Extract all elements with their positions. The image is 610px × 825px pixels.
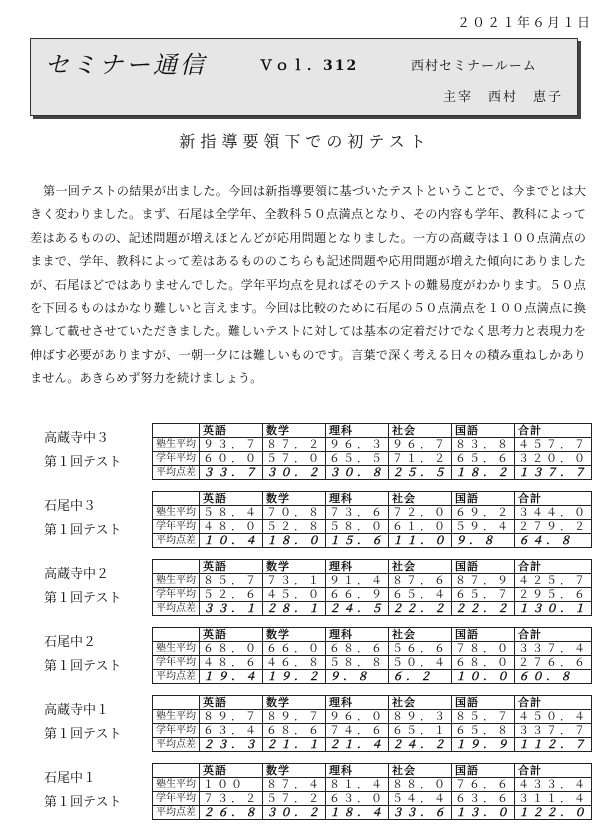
table-row (153, 778, 592, 792)
score-cell: ３３．６ (389, 806, 452, 820)
column-header: 数学 (263, 424, 326, 438)
row-label: 塾生平均 (153, 642, 200, 656)
score-cell: ５９．４ (452, 520, 515, 534)
score-cell: ８８．０ (389, 778, 452, 792)
score-cell: ８７．９ (452, 574, 515, 588)
row-label: 平均点差 (153, 602, 200, 616)
table-row (153, 466, 592, 480)
score-cell: ５７．０ (263, 452, 326, 466)
column-header: 国語 (452, 424, 515, 438)
score-cell: ８５．７ (452, 710, 515, 724)
table-header-row (153, 696, 592, 710)
column-header: 英語 (200, 764, 263, 778)
column-header: 理科 (326, 424, 389, 438)
score-cell: ６８．６ (263, 724, 326, 738)
row-label: 塾生平均 (153, 574, 200, 588)
school-grade: 高蔵寺中３ (44, 431, 110, 446)
result-label (44, 427, 121, 475)
row-label: 平均点差 (153, 670, 200, 684)
score-cell: ８９．３ (389, 710, 452, 724)
score-cell: ５２．６ (200, 588, 263, 602)
score-cell: １１２．７ (515, 738, 592, 752)
table-row (153, 670, 592, 684)
column-header: 合計 (515, 492, 592, 506)
column-header: 社会 (389, 492, 452, 506)
result-block (30, 559, 590, 621)
column-header: 合計 (515, 560, 592, 574)
result-block (30, 491, 590, 553)
table-row (153, 574, 592, 588)
score-cell: ６５．１ (389, 724, 452, 738)
score-cell: ６８．０ (452, 656, 515, 670)
score-cell: ６１．０ (389, 520, 452, 534)
row-label: 学年平均 (153, 792, 200, 806)
score-cell: ３０．２ (263, 466, 326, 480)
table-row (153, 656, 592, 670)
column-header: 数学 (263, 696, 326, 710)
score-table (152, 763, 592, 820)
column-header: 国語 (452, 560, 515, 574)
result-block (30, 695, 590, 757)
row-label: 学年平均 (153, 520, 200, 534)
score-cell: １９．２ (263, 670, 326, 684)
score-cell: ２３．３ (200, 738, 263, 752)
score-cell: ６５．４ (389, 588, 452, 602)
score-cell: ３４４．０ (515, 506, 592, 520)
column-header: 合計 (515, 424, 592, 438)
row-label: 平均点差 (153, 534, 200, 548)
score-cell: ３３．７ (200, 466, 263, 480)
column-header: 英語 (200, 560, 263, 574)
column-header: 国語 (452, 628, 515, 642)
header-blank-cell (153, 628, 200, 642)
score-cell: １１．０ (389, 534, 452, 548)
score-cell: ６５．７ (452, 588, 515, 602)
newsletter-title: セミナー通信 (45, 51, 207, 79)
score-table (152, 695, 592, 752)
volume-number: Ｖｏｌ．312 (259, 58, 359, 74)
score-table (152, 423, 592, 480)
column-header: 英語 (200, 424, 263, 438)
result-block (30, 423, 590, 485)
school-grade: 石尾中２ (44, 635, 97, 650)
score-table (152, 491, 592, 548)
score-cell: ７３．６ (326, 506, 389, 520)
score-cell: ６．２ (389, 670, 452, 684)
test-name: 第１回テスト (44, 591, 122, 606)
row-label: 平均点差 (153, 806, 200, 820)
row-label: 平均点差 (153, 466, 200, 480)
table-row (153, 792, 592, 806)
table-row (153, 738, 592, 752)
test-name: 第１回テスト (44, 727, 122, 742)
column-header: 数学 (263, 764, 326, 778)
intro-paragraph: 第一回テストの結果が出ました。今回は新指導要領に基づいたテストということで、今までとは大きく変わりました。まず、石尾は全学年、全教科５０点満点となり、その内容も学年、教科によって差はあるものの、記述問題が増えほとんどが応用問題となりました。一方の高蔵寺は１００点満点のままで、学年、教科によって差はあるもののこちらも記述問題や応用問題が増えた傾向にありましたが、石尾ほどではありませんでした。学年平均点を見ればそのテストの難易度がわかります。５０点を下回るものはかなり難しいと言えます。今回は比較のために石尾の５０点満点を１００点満点に換算して載せさせていただきました。難しいテストに対しては基本の定着だけでなく思考力と表現力を伸ばす必要がありますが、一朝一夕には難しいものです。言葉で深く考える日々の積み重ねしかありません。あきらめず努力を続けましょう。 (30, 184, 586, 386)
score-cell: ６５．６ (452, 452, 515, 466)
score-cell: １３．０ (452, 806, 515, 820)
result-label (44, 699, 121, 747)
column-header: 数学 (263, 628, 326, 642)
score-cell: ２９５．６ (515, 588, 592, 602)
score-cell: ５４．４ (389, 792, 452, 806)
score-cell: ３０．２ (263, 806, 326, 820)
table-row (153, 588, 592, 602)
score-cell: ７２．０ (389, 506, 452, 520)
score-cell: １９．４ (200, 670, 263, 684)
row-label: 学年平均 (153, 588, 200, 602)
score-cell: ９６．０ (326, 710, 389, 724)
score-cell: ６０．０ (200, 452, 263, 466)
score-cell: ５８．４ (200, 506, 263, 520)
score-cell: ２４．５ (326, 602, 389, 616)
table-row (153, 438, 592, 452)
editor-name: 主宰 西村 恵子 (443, 90, 564, 105)
score-cell: ４５０．４ (515, 710, 592, 724)
table-header-row (153, 424, 592, 438)
score-cell: ３３７．４ (515, 642, 592, 656)
score-cell: ６５．８ (452, 724, 515, 738)
column-header: 社会 (389, 696, 452, 710)
score-cell: ２１．１ (263, 738, 326, 752)
score-cell: ３３．１ (200, 602, 263, 616)
table-row (153, 520, 592, 534)
score-cell: １９．９ (452, 738, 515, 752)
article-headline: 新指導要領下での初テスト (179, 132, 431, 151)
score-cell: ５２．８ (263, 520, 326, 534)
result-label (44, 767, 121, 815)
score-cell: ６３．０ (326, 792, 389, 806)
column-header: 社会 (389, 424, 452, 438)
test-name: 第１回テスト (44, 455, 122, 470)
score-cell: １８．２ (452, 466, 515, 480)
result-label (44, 495, 121, 543)
school-grade: 石尾中３ (44, 499, 97, 514)
row-label: 塾生平均 (153, 506, 200, 520)
score-cell: ６５．５ (326, 452, 389, 466)
score-cell: ４６．８ (263, 656, 326, 670)
score-cell: ６３．６ (452, 792, 515, 806)
score-cell: ６６．０ (263, 642, 326, 656)
score-cell: ６８．０ (200, 642, 263, 656)
score-cell: ６４．８ (515, 534, 592, 548)
score-cell: １３７．７ (515, 466, 592, 480)
result-label (44, 563, 121, 611)
score-cell: ２７９．２ (515, 520, 592, 534)
test-name: 第１回テスト (44, 795, 122, 810)
score-cell: ５７．２ (263, 792, 326, 806)
column-header: 英語 (200, 628, 263, 642)
header-blank-cell (153, 424, 200, 438)
table-row (153, 534, 592, 548)
score-cell: ２８．１ (263, 602, 326, 616)
column-header: 国語 (452, 696, 515, 710)
column-header: 英語 (200, 492, 263, 506)
score-cell: ７０．８ (263, 506, 326, 520)
score-cell: ５６．６ (389, 642, 452, 656)
score-cell: ８７．２ (263, 438, 326, 452)
seminar-room-name: 西村セミナールーム (411, 59, 537, 74)
header-blank-cell (153, 696, 200, 710)
score-cell: １８．４ (326, 806, 389, 820)
score-cell: ７６．６ (452, 778, 515, 792)
score-cell: １０．４ (200, 534, 263, 548)
result-block (30, 627, 590, 689)
column-header: 合計 (515, 696, 592, 710)
score-cell: ２１．４ (326, 738, 389, 752)
score-cell: ８７．４ (263, 778, 326, 792)
score-cell: ６３．４ (200, 724, 263, 738)
column-header: 数学 (263, 492, 326, 506)
score-cell: ４５．０ (263, 588, 326, 602)
column-header: 英語 (200, 696, 263, 710)
score-cell: １８．０ (263, 534, 326, 548)
table-row (153, 602, 592, 616)
score-cell: ９．８ (452, 534, 515, 548)
score-cell: ６０．８ (515, 670, 592, 684)
score-cell: ３３７．７ (515, 724, 592, 738)
result-block (30, 763, 590, 825)
row-label: 学年平均 (153, 724, 200, 738)
table-row (153, 642, 592, 656)
column-header: 合計 (515, 628, 592, 642)
score-cell: ８３．８ (452, 438, 515, 452)
score-cell: ２２．２ (389, 602, 452, 616)
row-label: 学年平均 (153, 656, 200, 670)
issue-date: ２０２１年６月１日 (456, 16, 592, 31)
score-cell: ５０．４ (389, 656, 452, 670)
column-header: 理科 (326, 764, 389, 778)
score-cell: ９６．３ (326, 438, 389, 452)
test-name: 第１回テスト (44, 659, 122, 674)
header-blank-cell (153, 492, 200, 506)
score-cell: ３１１．４ (515, 792, 592, 806)
score-table (152, 559, 592, 616)
score-cell: ５８．０ (326, 520, 389, 534)
column-header: 理科 (326, 696, 389, 710)
score-cell: １３０．１ (515, 602, 592, 616)
score-cell: ４８．６ (200, 656, 263, 670)
score-cell: ８７．６ (389, 574, 452, 588)
score-cell: １０．０ (452, 670, 515, 684)
score-cell: ２５．５ (389, 466, 452, 480)
column-header: 理科 (326, 492, 389, 506)
table-header-row (153, 628, 592, 642)
score-cell: ７３．２ (200, 792, 263, 806)
result-label (44, 631, 121, 679)
score-cell: ８１．４ (326, 778, 389, 792)
score-cell: ４３３．４ (515, 778, 592, 792)
column-header: 理科 (326, 628, 389, 642)
test-name: 第１回テスト (44, 523, 122, 538)
score-cell: １００ (200, 778, 263, 792)
row-label: 塾生平均 (153, 438, 200, 452)
score-cell: ９３．７ (200, 438, 263, 452)
score-cell: ３２０．０ (515, 452, 592, 466)
score-cell: ６８．６ (326, 642, 389, 656)
score-cell: ８９．７ (200, 710, 263, 724)
row-label: 塾生平均 (153, 778, 200, 792)
header-blank-cell (153, 560, 200, 574)
score-cell: ７８．０ (452, 642, 515, 656)
row-label: 塾生平均 (153, 710, 200, 724)
table-row (153, 710, 592, 724)
school-grade: 高蔵寺中２ (44, 567, 110, 582)
score-cell: ６９．２ (452, 506, 515, 520)
score-cell: ６６．９ (326, 588, 389, 602)
table-header-row (153, 764, 592, 778)
score-cell: ８５．７ (200, 574, 263, 588)
score-cell: ５８．８ (326, 656, 389, 670)
column-header: 数学 (263, 560, 326, 574)
school-grade: 高蔵寺中１ (44, 703, 110, 718)
row-label: 学年平均 (153, 452, 200, 466)
score-cell: ９６．７ (389, 438, 452, 452)
table-header-row (153, 492, 592, 506)
score-cell: ２６．８ (200, 806, 263, 820)
score-cell: ２７６．６ (515, 656, 592, 670)
score-cell: ７３．１ (263, 574, 326, 588)
table-row (153, 724, 592, 738)
column-header: 社会 (389, 560, 452, 574)
score-table (152, 627, 592, 684)
table-header-row (153, 560, 592, 574)
column-header: 国語 (452, 492, 515, 506)
score-cell: ４５７．７ (515, 438, 592, 452)
score-cell: ８９．７ (263, 710, 326, 724)
table-row (153, 506, 592, 520)
column-header: 理科 (326, 560, 389, 574)
score-cell: １２２．０ (515, 806, 592, 820)
score-cell: ２２．２ (452, 602, 515, 616)
school-grade: 石尾中１ (44, 771, 97, 786)
column-header: 社会 (389, 764, 452, 778)
score-cell: ７１．２ (389, 452, 452, 466)
table-row (153, 452, 592, 466)
score-cell: ２４．２ (389, 738, 452, 752)
score-cell: ４２５．７ (515, 574, 592, 588)
column-header: 国語 (452, 764, 515, 778)
newsletter-header (30, 38, 578, 116)
header-blank-cell (153, 764, 200, 778)
score-cell: ４８．０ (200, 520, 263, 534)
score-cell: ９．８ (326, 670, 389, 684)
column-header: 社会 (389, 628, 452, 642)
column-header: 合計 (515, 764, 592, 778)
score-cell: ３０．８ (326, 466, 389, 480)
score-cell: １５．６ (326, 534, 389, 548)
row-label: 平均点差 (153, 738, 200, 752)
score-cell: ９１．４ (326, 574, 389, 588)
score-cell: ７４．６ (326, 724, 389, 738)
